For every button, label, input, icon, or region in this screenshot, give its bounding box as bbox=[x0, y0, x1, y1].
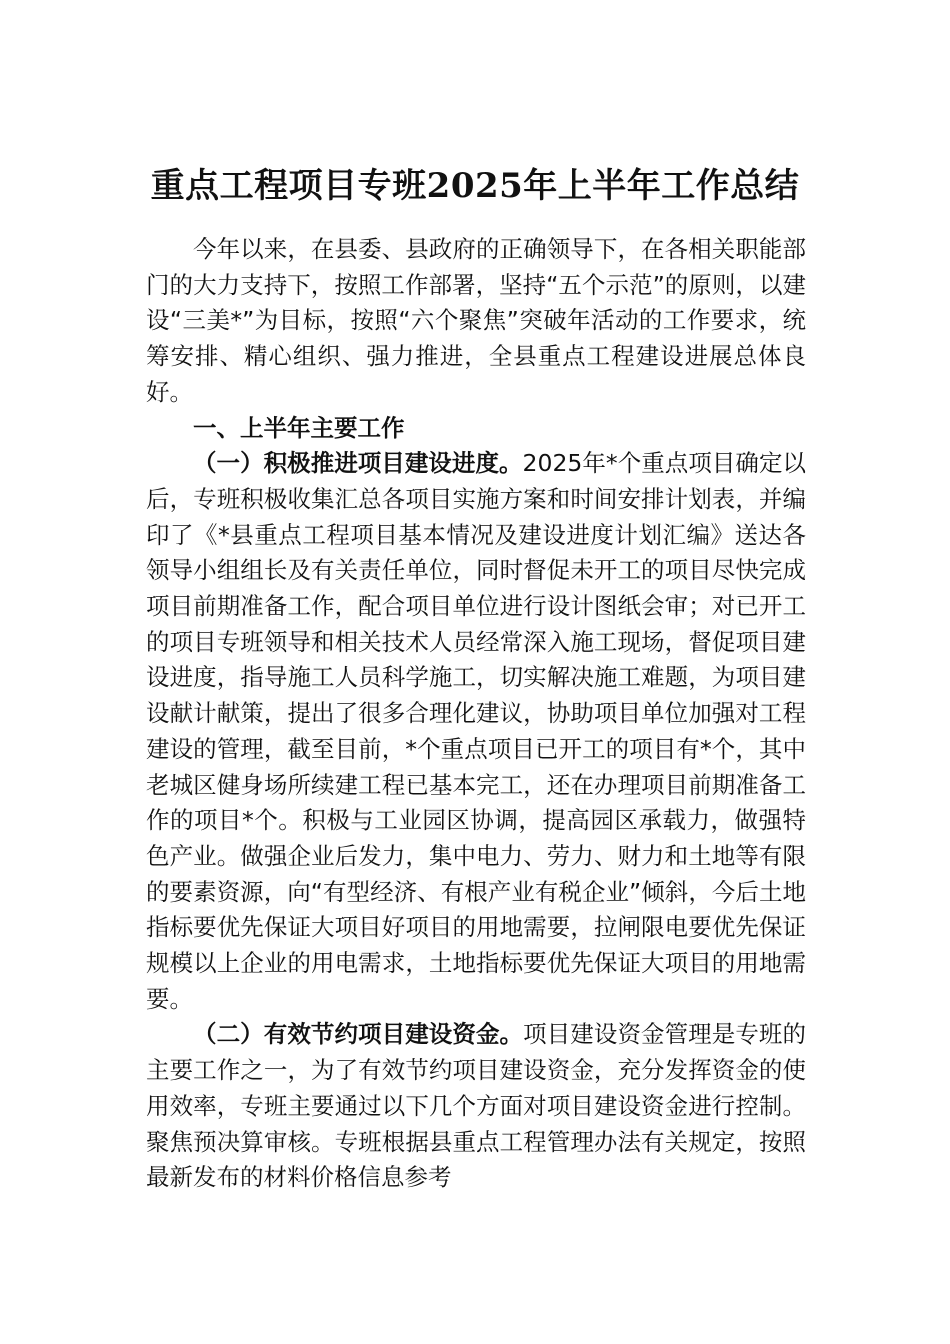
item-paragraph-2 bbox=[146, 1017, 806, 1196]
intro-paragraph: 今年以来，在县委、县政府的正确领导下，在各相关职能部门的大力支持下，按照工作部署，坚持“五个示范”的原则，以建设“三美*”为目标，按照“六个聚焦”突破年活动的工作要求，统筹安排、精心组织、强力推进，全县重点工程建设进展总体良好。 bbox=[146, 235, 806, 406]
section-heading-1: 一、上半年主要工作 bbox=[193, 413, 405, 442]
item-paragraph-1 bbox=[146, 446, 806, 1017]
item-heading-1: （一）积极推进项目建设进度。 bbox=[193, 449, 523, 478]
item-body-2: 项目建设资金管理是专班的主要工作之一，为了有效节约项目建设资金，充分发挥资金的使用效率，专班主要通过以下几个方面对项目建设资金进行控制。聚焦预决算审核。专班根据县重点工程管理办法有关规定，按照最新发布的材料价格信息参考 bbox=[146, 1020, 807, 1192]
document-title: 重点工程项目专班2025年上半年工作总结 bbox=[150, 166, 800, 206]
document-body bbox=[146, 232, 806, 1196]
item-heading-2: （二）有效节约项目建设资金。 bbox=[193, 1020, 524, 1049]
item-body-1: 2025年*个重点项目确定以后，专班积极收集汇总各项目实施方案和时间安排计划表，并编印了《*县重点工程项目基本情况及建设进度计划汇编》送达各领导小组组长及有关责任单位，同时督促未开工的项目尽快完成项目前期准备工作，配合项目单位进行设计图纸会审；对已开工的项目专班领导和相关技术人员经常深入施工现场，督促项目建设进度，指导施工人员科学施工，切实解决施工难题，为项目建设献计献策，提出了很多合理化建议，协助项目单位加强对工程建设的管理，截至目前，*个重点项目已开工的项目有*个，其中老城区健身场所续建工程已基本完工，还在办理项目前期准备工作的项目*个。积极与工业园区协调，提高园区承载力，做强特色产业。做强企业后发力，集中电力、劳力、财力和土地等有限的要素资源，向“有型经济、有根产业有税企业”倾斜，今后土地指标要优先保证大项目好项目的用地需要，拉闸限电要优先保证规模以上企业的用电需求，土地指标要优先保证大项目的用地需要。 bbox=[146, 449, 806, 1013]
